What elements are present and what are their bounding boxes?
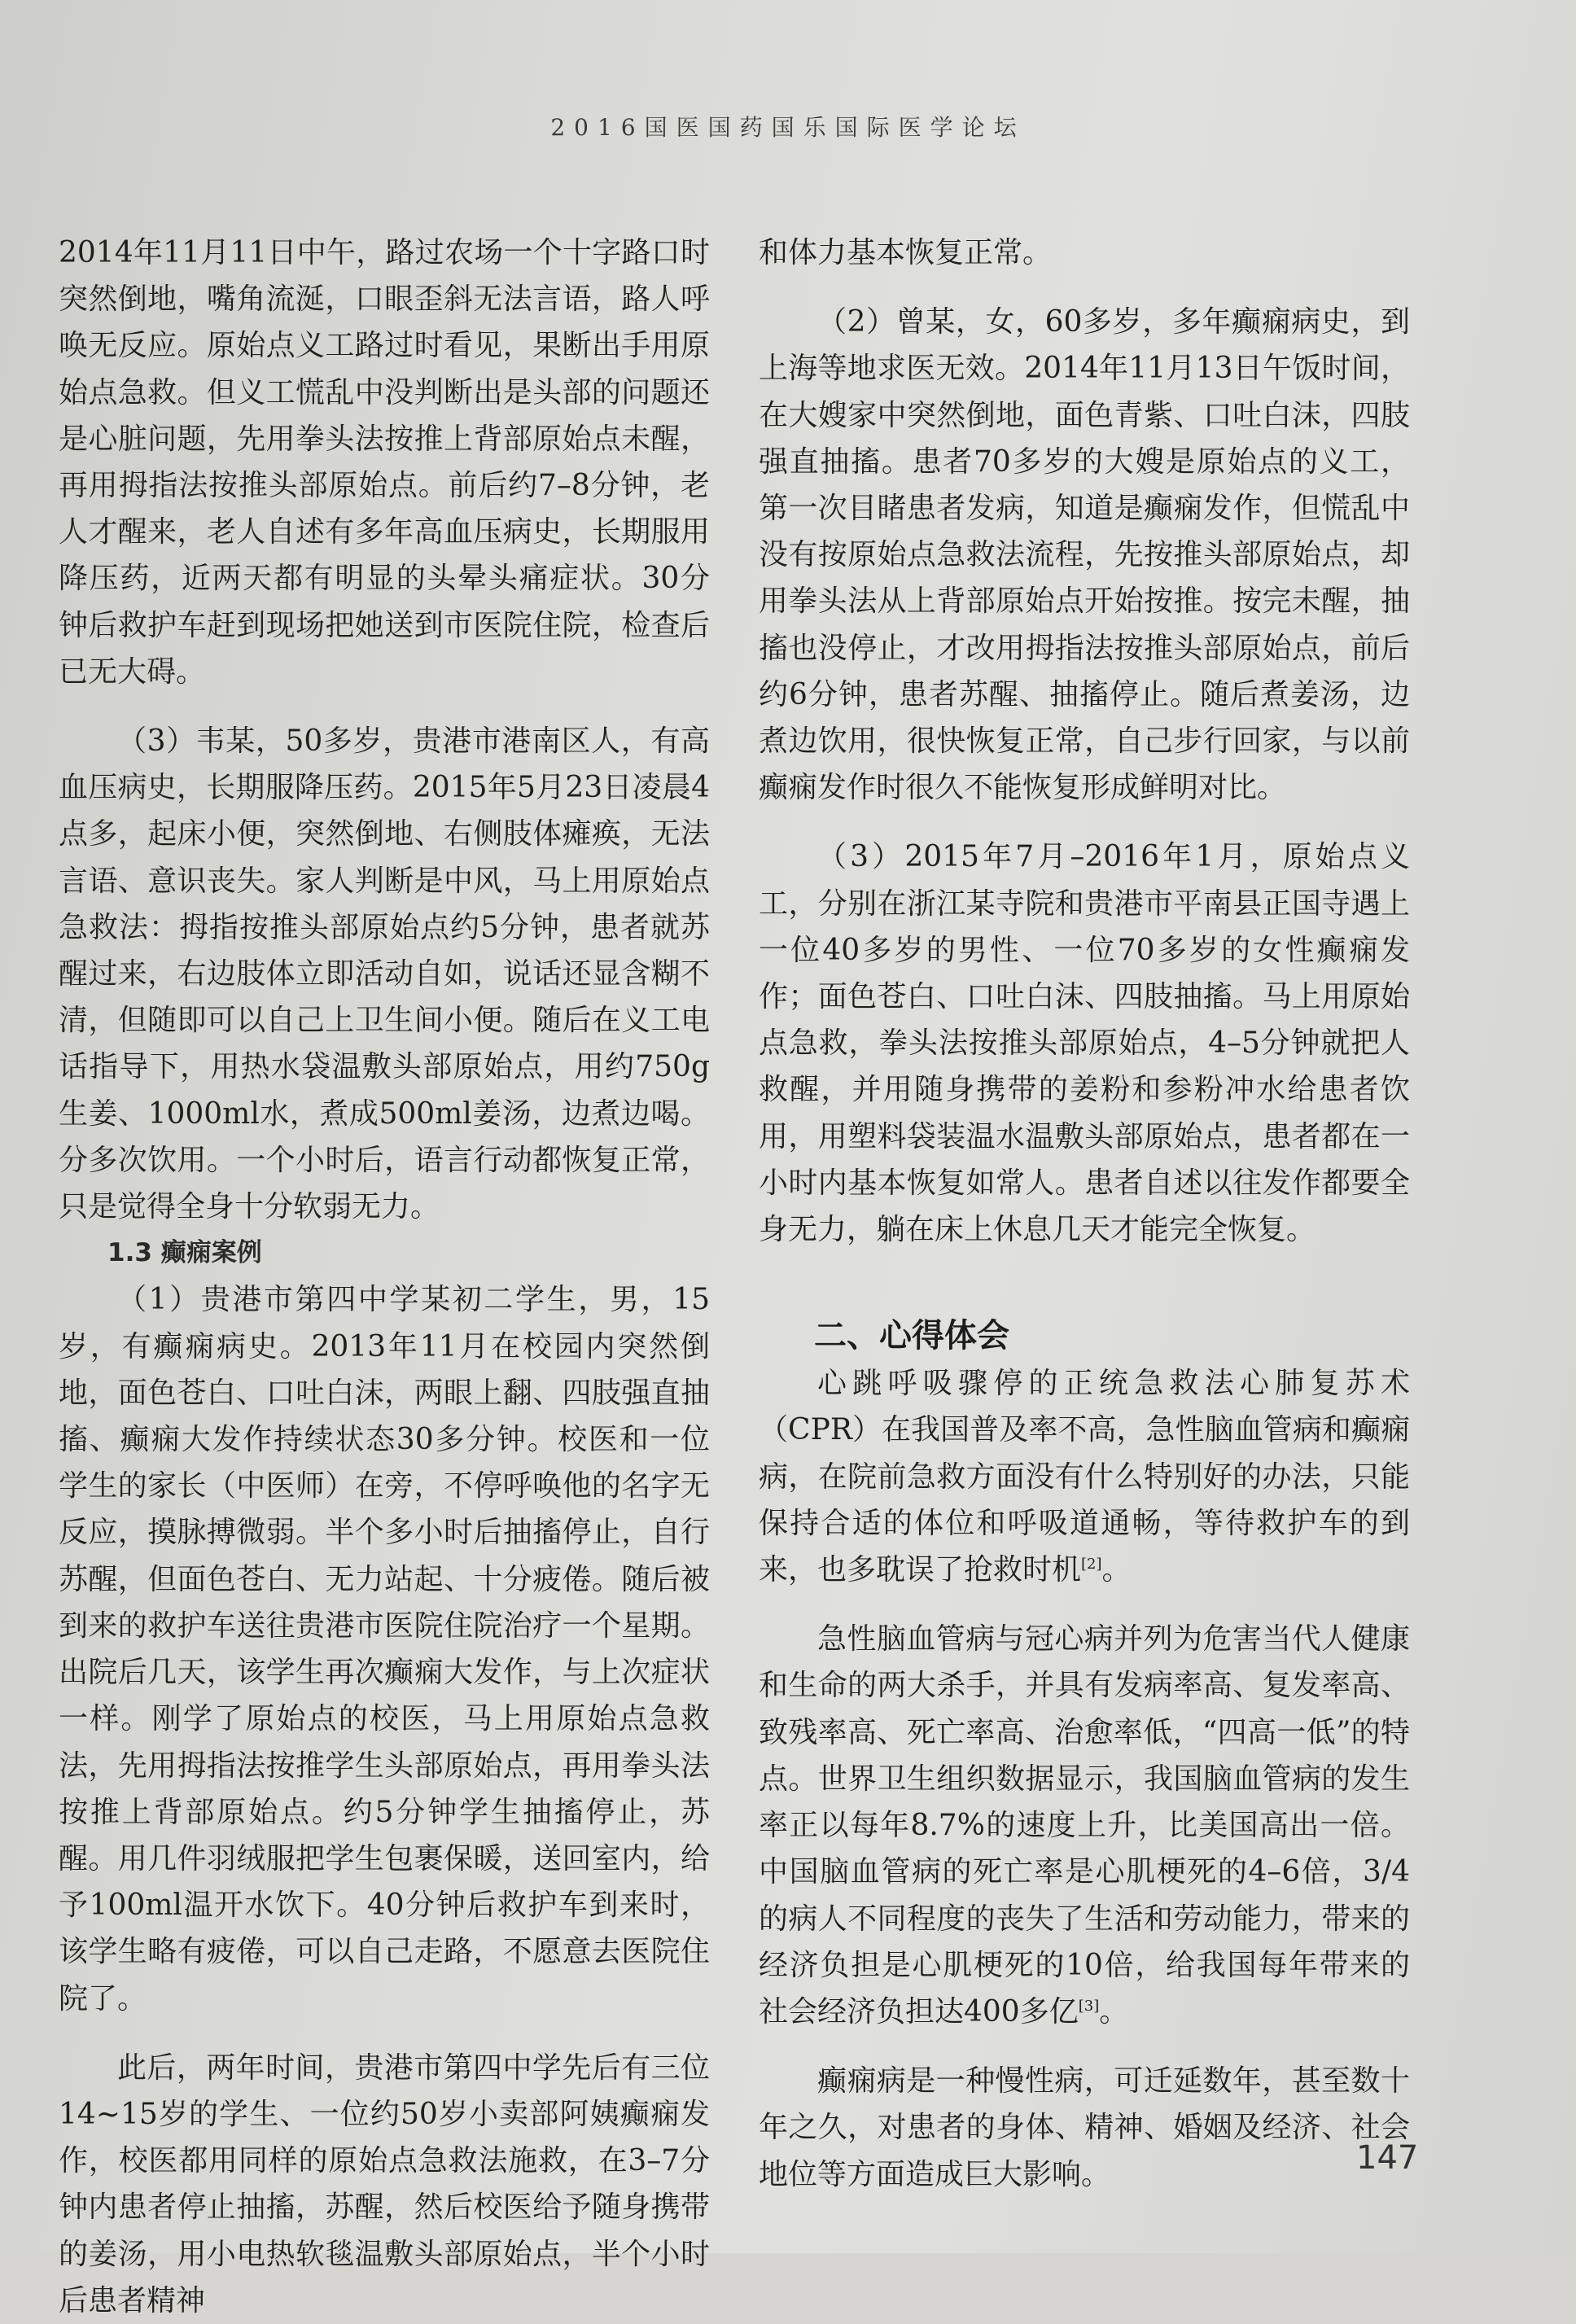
case-paragraph: 和体力基本恢复正常。 bbox=[759, 236, 1053, 269]
case-paragraph: （3）2015年7月–2016年1月，原始点义工，分别在浙江某寺院和贵港市平南县正国寺遇上一位40多岁的男性、一位70多岁的女性癫痫发作；面色苍白、口吐白沫、四肢抽搐。马上用原始点急救，拳头法按推头部原始点，4–5分钟就把人救醒，并用随身携带的姜粉和参粉冲水给患者饮用，用塑料袋装温水温敷头部原始点，患者都在一小时内基本恢复如常人。患者自述以往发作都要全身无力，躺在床上休息几天才能完全恢复。 bbox=[759, 840, 1410, 1247]
case-paragraph: （1）贵港市第四中学某初二学生，男，15岁，有癫痫病史。2013年11月在校园内突然倒地，面色苍白、口吐白沫，两眼上翻、四肢强直抽搐、癫痫大发作持续状态30多分钟。校医和一位学生的家长（中医师）在旁，不停呼唤他的名字无反应，摸脉搏微弱。半个多小时后抽搐停止，自行苏醒，但面色苍白、无力站起、十分疲倦。随后被到来的救护车送往贵港市医院住院治疗一个星期。出院后几天，该学生再次癫痫大发作，与上次症状一样。刚学了原始点的校医，马上用原始点急救法，先用拇指法按推学生头部原始点，再用拳头法按推上背部原始点。约5分钟学生抽搐停止，苏醒。用几件羽绒服把学生包裹保暖，送回室内，给予100ml温开水饮下。40分钟后救护车到来时，该学生略有疲倦，可以自己走路，不愿意去医院住院了。 bbox=[59, 1283, 710, 2015]
case-paragraph: 2014年11月11日中午，路过农场一个十字路口时突然倒地，嘴角流涎，口眼歪斜无法言语，路人呼唤无反应。原始点义工路过时看见，果断出手用原始点急救。但义工慌乱中没判断出是头部的问题还是心脏问题，先用拳头法按推上背部原始点未醒，再用拇指法按推头部原始点。前后约7–8分钟，老人才醒来，老人自述有多年高血压病史，长期服用降压药，近两天都有明显的头晕头痛症状。30分钟后救护车赶到现场把她送到市医院住院，检查后已无大碍。 bbox=[59, 236, 710, 689]
citation-ref: [3] bbox=[1078, 1997, 1100, 2015]
right-column bbox=[759, 230, 1410, 2198]
left-column bbox=[59, 230, 710, 2324]
citation-ref: [2] bbox=[1081, 1556, 1102, 1573]
running-header: 2016国医国药国乐国际医学论坛 bbox=[550, 114, 1026, 141]
case-paragraph: （3）韦某，50多岁，贵港市港南区人，有高血压病史，长期服降压药。2015年5月23日凌晨4点多，起床小便，突然倒地、右侧肢体瘫痪，无法言语、意识丧失。家人判断是中风，马上用原始点急救法：拇指按推头部原始点约5分钟，患者就苏醒过来，右边肢体立即活动自如，说话还显含糊不清，但随即可以自己上卫生间小便。随后在义工电话指导下，用热水袋温敷头部原始点，用约750g生姜、1000ml水，煮成500ml姜汤，边煮边喝。分多次饮用。一个小时后，语言行动都恢复正常，只是觉得全身十分软弱无力。 bbox=[59, 724, 710, 1224]
paragraph-end: 。 bbox=[1099, 1994, 1129, 2029]
body-paragraph bbox=[759, 1616, 1410, 2035]
section-heading: 二、心得体会 bbox=[814, 1317, 1009, 1355]
case-paragraph: 此后，两年时间，贵港市第四中学先后有三位14~15岁的学生、一位约50岁小卖部阿姨癫痫发作，校医都用同样的原始点急救法施救，在3–7分钟内患者停止抽搐，苏醒，然后校医给予随身携带的姜汤，用小电热软毯温敷头部原始点，半个小时后患者精神 bbox=[59, 2050, 710, 2317]
paragraph-end: 。 bbox=[1101, 1553, 1132, 1587]
page-number: 147 bbox=[1356, 2139, 1419, 2177]
subsection-heading: 1.3 癫痫案例 bbox=[107, 1238, 262, 1268]
paragraph-text: 急性脑血管病与冠心病并列为危害当代人健康和生命的两大杀手，并具有发病率高、复发率高、致残率高、死亡率高、治愈率低，“四高一低”的特点。世界卫生组织数据显示，我国脑血管病的发生率正以每年8.7%的速度上升，比美国高出一倍。中国脑血管病的死亡率是心肌梗死的4–6倍，3/4的病人不同程度的丧失了生活和劳动能力，带来的经济负担是心肌梗死的10倍，给我国每年带来的社会经济负担达400多亿 bbox=[759, 1622, 1410, 2029]
body-paragraph bbox=[759, 1360, 1410, 1593]
case-paragraph: （2）曾某，女，60多岁，多年癫痫病史，到上海等地求医无效。2014年11月13日午饭时间，在大嫂家中突然倒地，面色青紫、口吐白沫，四肢强直抽搐。患者70多岁的大嫂是原始点的义工，第一次目睹患者发病，知道是癫痫发作，但慌乱中没有按原始点急救法流程，先按推头部原始点，却用拳头法从上背部原始点开始按推。按完未醒，抽搐也没停止，才改用拇指法按推头部原始点，前后约6分钟，患者苏醒、抽搐停止。随后煮姜汤，边煮边饮用，很快恢复正常，自己步行回家，与以前癫痫发作时很久不能恢复形成鲜明对比。 bbox=[759, 305, 1410, 805]
body-paragraph: 癫痫病是一种慢性病，可迁延数年，甚至数十年之久，对患者的身体、精神、婚姻及经济、社会地位等方面造成巨大影响。 bbox=[759, 2064, 1410, 2191]
paragraph-text: 心跳呼吸骤停的正统急救法心肺复苏术（CPR）在我国普及率不高，急性脑血管病和癫痫病，在院前急救方面没有什么特别好的办法，只能保持合适的体位和呼吸道通畅，等待救护车的到来，也多耽误了抢救时机 bbox=[759, 1367, 1410, 1587]
